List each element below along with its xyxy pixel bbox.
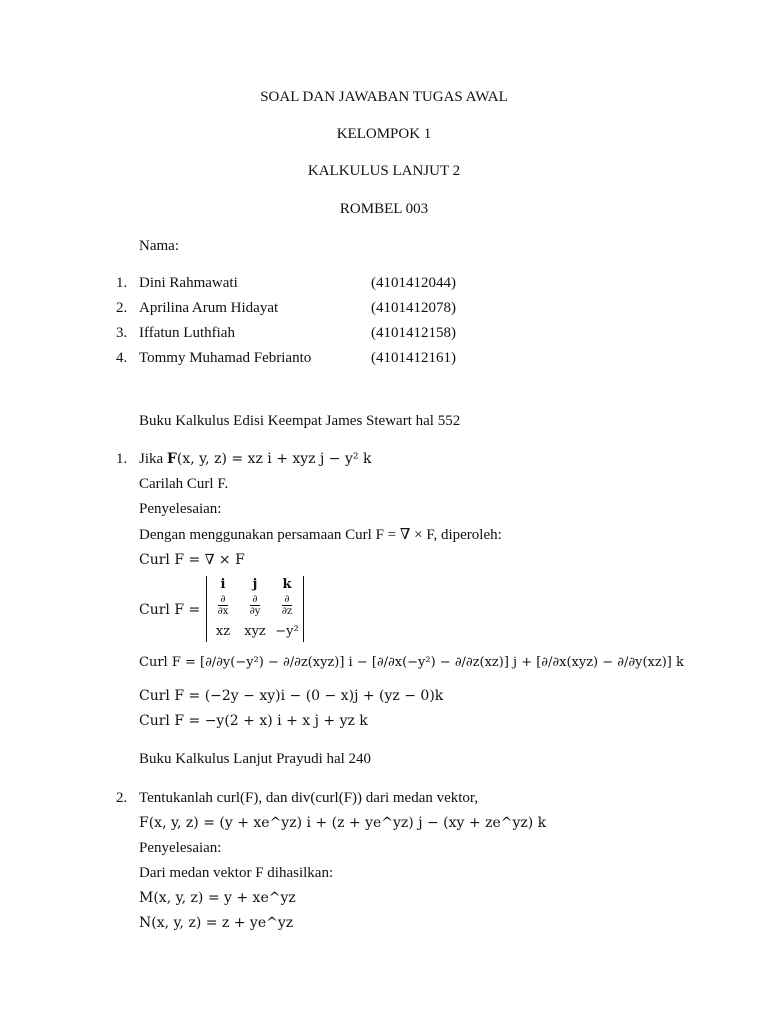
- class-label: ROMBEL 003: [339, 201, 429, 217]
- member-name: Aprilina Arum Hidayat: [139, 300, 279, 316]
- member-id: (4101412078): [371, 300, 456, 316]
- member-name: Tommy Muhamad Febrianto: [139, 350, 312, 366]
- vector-field-expression: F(x, y, z) = (y + xe^yz) i + (z + ye^yz) j − (xy + ze^yz) k: [139, 815, 547, 831]
- partial-z-operator: $\frac{\partial}{\partial z}$: [281, 594, 293, 617]
- member-number: 1.: [116, 275, 128, 291]
- member-id: (4101412158): [371, 325, 456, 341]
- member-number: 2.: [116, 300, 128, 316]
- det-cell: xyz: [244, 624, 266, 639]
- determinant-label: Curl F =: [139, 602, 201, 618]
- member-number: 4.: [116, 350, 128, 366]
- question-number: 1.: [116, 451, 128, 467]
- group-label: KELOMPOK 1: [336, 126, 432, 142]
- partial-y-operator: $\frac{\partial}{\partial y}$: [249, 594, 261, 617]
- component-n: N(x, y, z) = z + ye^yz: [139, 915, 294, 931]
- solution-label: Penyelesaian:: [139, 501, 222, 517]
- member-id: (4101412161): [371, 350, 456, 366]
- question-1-statement: Jika 𝐅(x, y, z) = xz i + xyz j − y² k: [139, 451, 372, 467]
- curl-step-1: Curl F = ∇ × F: [139, 552, 245, 568]
- partial-x-operator: $\frac{\partial}{\partial x}$: [217, 594, 229, 617]
- question-1-prefix: Jika: [139, 451, 167, 467]
- det-cell: j: [252, 577, 258, 592]
- solution-intro: Dengan menggunakan persamaan Curl F = ∇ × F, diperoleh:: [139, 527, 502, 543]
- member-number: 3.: [116, 325, 128, 341]
- question-1-ask: Carilah Curl F.: [139, 476, 229, 492]
- curl-step-3: Curl F = [∂/∂y(−y²) − ∂/∂z(xyz)] i − [∂/∂x(−y²) − ∂/∂z(xz)] j + [∂/∂x(xyz) − ∂/∂y(xz)] k: [139, 655, 684, 670]
- solution-intro: Dari medan vektor F dihasilkan:: [139, 865, 334, 881]
- solution-label: Penyelesaian:: [139, 840, 222, 856]
- question-1-expression: (x, y, z) = xz i + xyz j − y² k: [176, 451, 372, 467]
- det-cell: i: [220, 577, 226, 592]
- det-cell: −y²: [275, 624, 299, 639]
- question-number: 2.: [116, 790, 128, 806]
- course-label: KALKULUS LANJUT 2: [307, 163, 461, 179]
- doc-title: SOAL DAN JAWABAN TUGAS AWAL: [260, 89, 508, 105]
- member-id: (4101412044): [371, 275, 456, 291]
- curl-step-5: Curl F = −y(2 + x) i + x j + yz k: [139, 713, 368, 729]
- member-name: Iffatun Luthfiah: [139, 325, 235, 341]
- component-m: M(x, y, z) = y + xe^yz: [139, 890, 296, 906]
- source-reference-2: Buku Kalkulus Lanjut Prayudi hal 240: [139, 751, 372, 767]
- members-label: Nama:: [139, 238, 179, 254]
- curl-step-4: Curl F = (−2y − xy)i − (0 − x)j + (yz − 0)k: [139, 688, 444, 704]
- source-reference-1: Buku Kalkulus Edisi Keempat James Stewart hal 552: [139, 413, 461, 429]
- curl-determinant: [206, 576, 304, 642]
- det-cell: k: [282, 577, 292, 592]
- question-2-statement: Tentukanlah curl(F), dan div(curl(F)) dari medan vektor,: [139, 790, 479, 806]
- det-cell: xz: [215, 624, 231, 639]
- member-name: Dini Rahmawati: [139, 275, 238, 291]
